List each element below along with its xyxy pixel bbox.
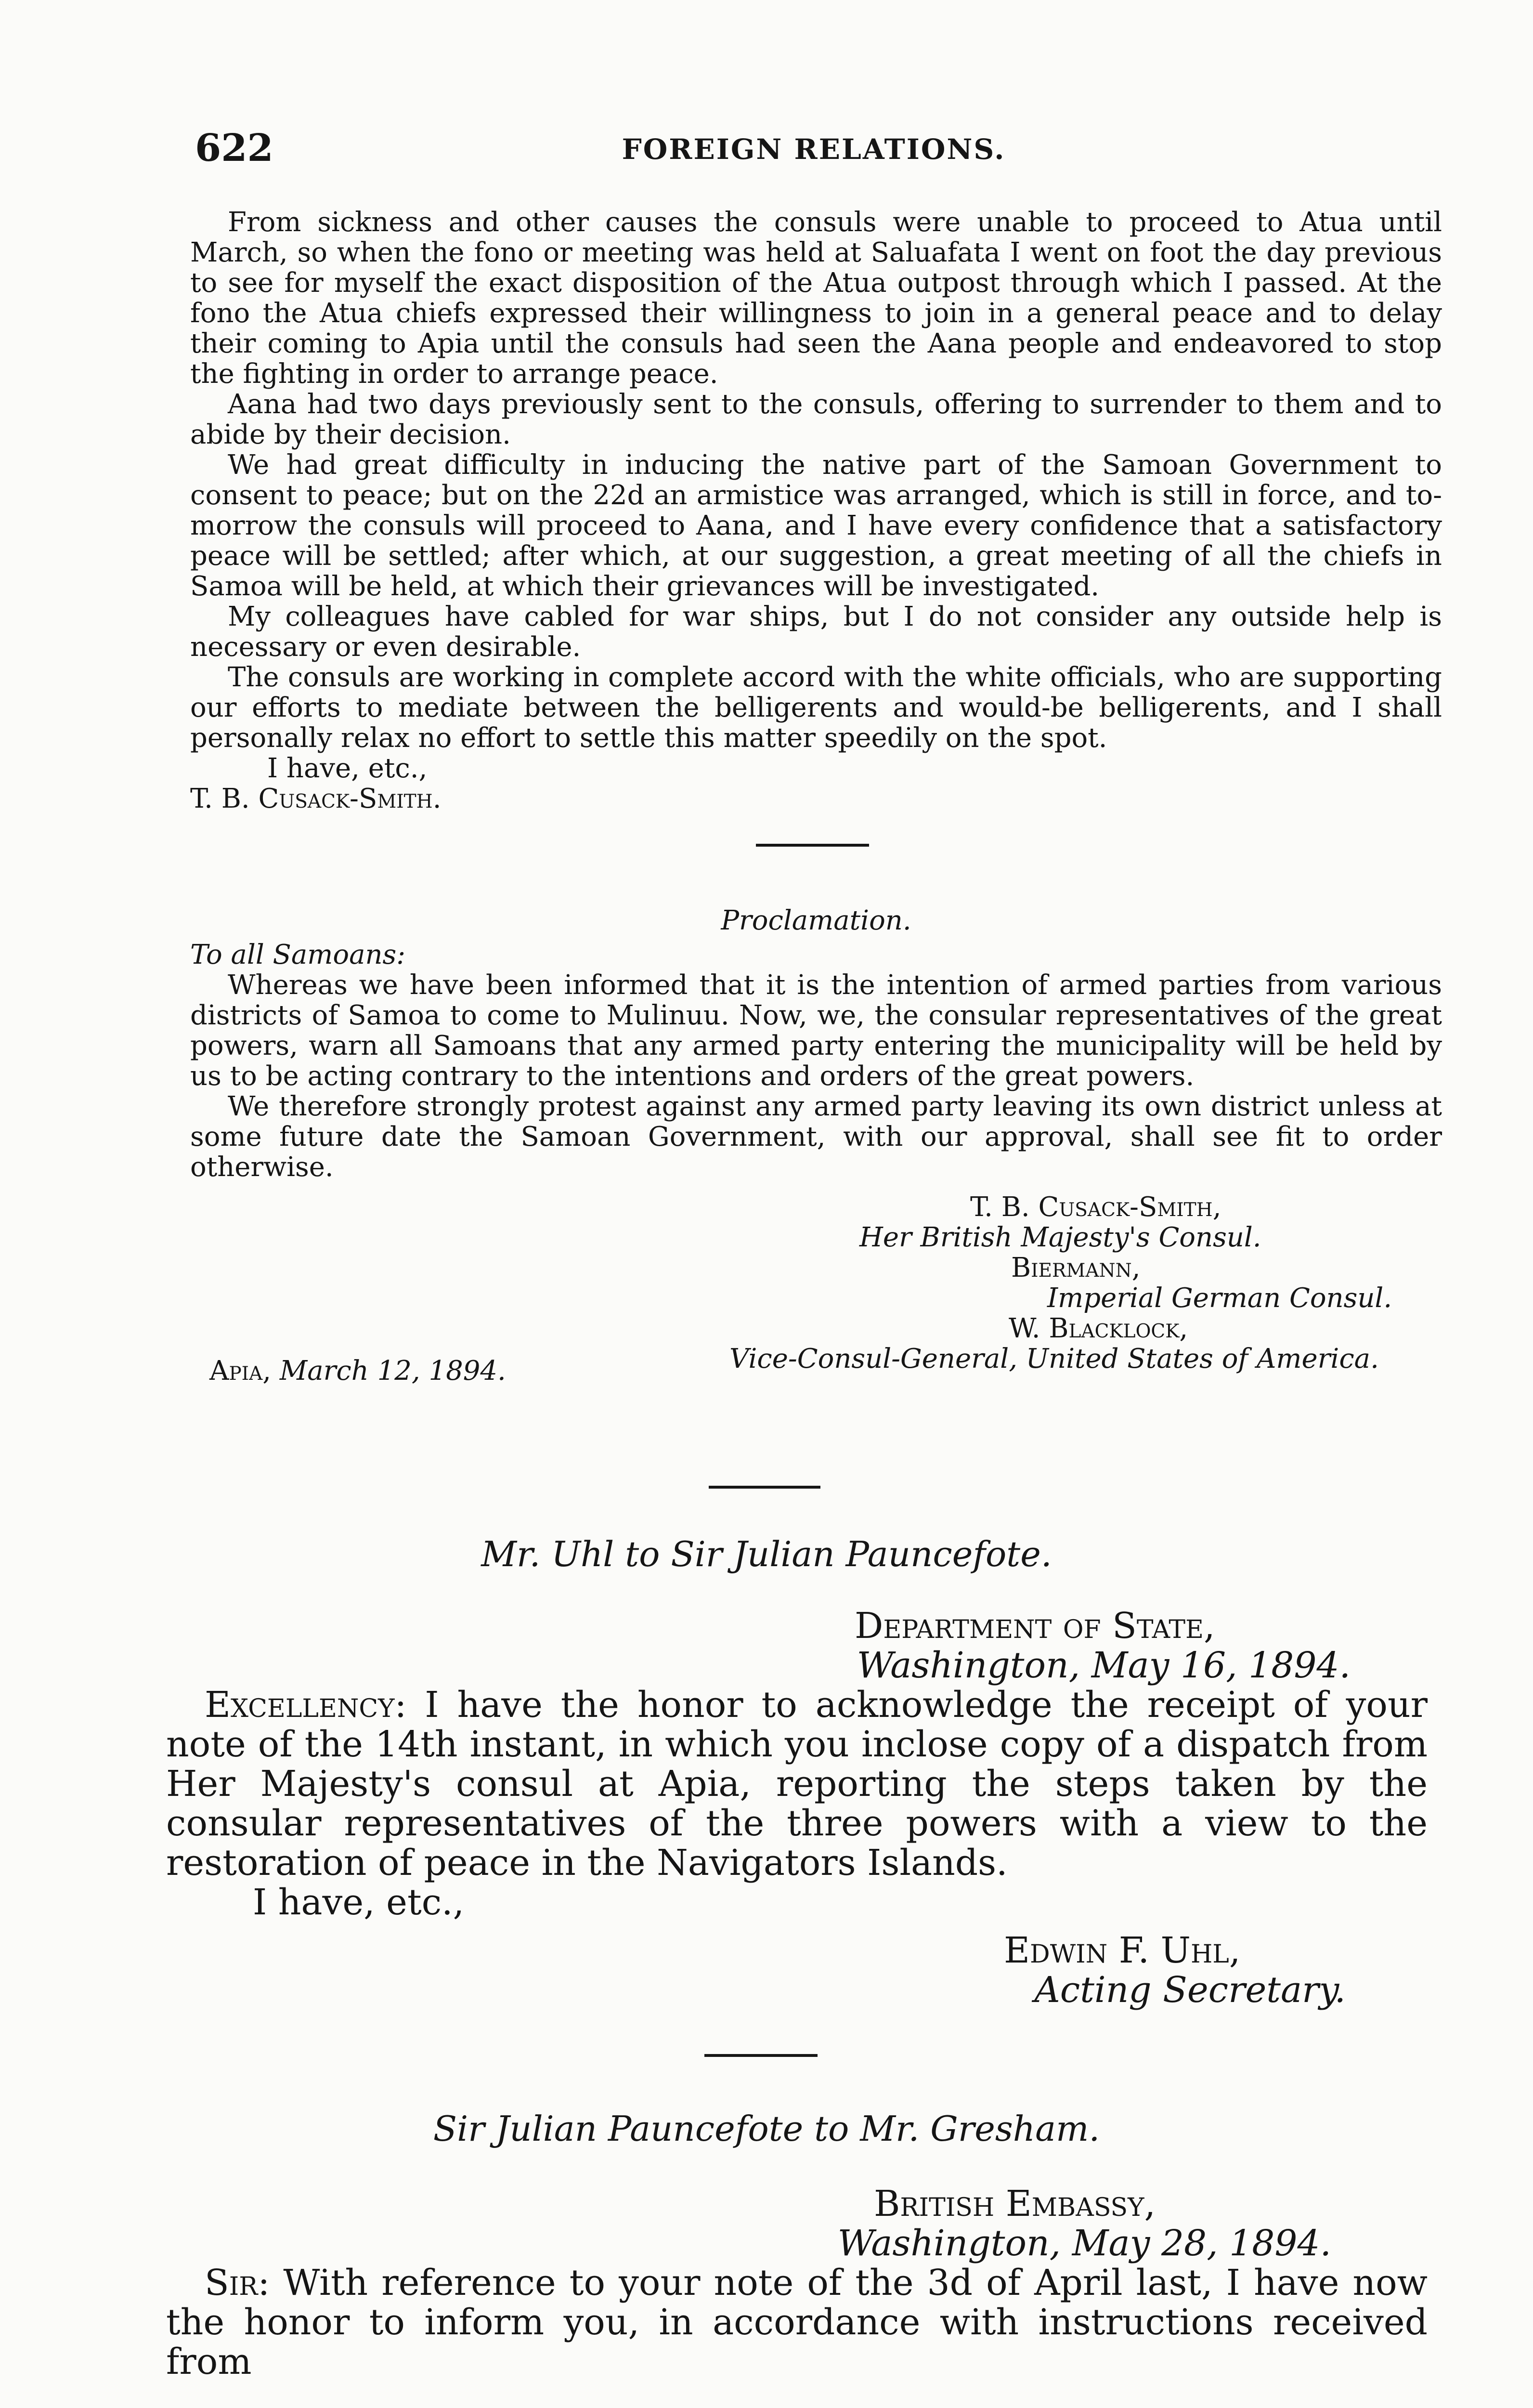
proclamation-salutation: To all Samoans: — [190, 939, 406, 970]
paragraph: From sickness and other causes the consuls were unable to proceed to Atua until March, so when the fono or meeting was held at Saluafata I went on foot the day previous to see for myself the exact disposition of the Atua outpost through which I passed. At the fono the Atua chiefs expressed their willingness to join in a general peace and to delay their coming to Apia until the consuls had seen the Aana people and endeavored to stop the fighting in order to arrange peace. — [190, 207, 1442, 390]
page-number: 622 — [195, 126, 273, 170]
signatory-name: Biermann, — [1011, 1252, 1141, 1283]
salutation: Sir: — [205, 2262, 270, 2303]
letter-3-heading: Sir Julian Pauncefote to Mr. Gresham. — [433, 2108, 1100, 2149]
letter-3-body — [166, 2263, 1428, 2382]
signatory-title: Imperial German Consul. — [1047, 1283, 1392, 1314]
proclamation-dateline — [209, 1356, 506, 1386]
separator-rule — [756, 844, 869, 847]
proclamation-heading: Proclamation. — [721, 905, 911, 936]
date: March 12, 1894. — [279, 1355, 506, 1387]
signatory-name: T. B. Cusack-Smith, — [970, 1191, 1221, 1223]
letter-2-heading: Mr. Uhl to Sir Julian Pauncefote. — [481, 1534, 1052, 1574]
dateline-place: Washington, May 28, 1894. — [837, 2223, 1331, 2264]
closing: I have, etc., — [253, 1882, 465, 1923]
paragraph: Aana had two days previously sent to the consuls, offering to surrender to them and to abide by their decision. — [190, 389, 1442, 450]
paragraph: We had great difficulty in inducing the native part of the Samoan Government to consent to peace; but on the 22d an armistice was arranged, which is still in force, and to-morrow the consuls will proceed to Aana, and I have every confidence that a satisfactory peace will be settled; after which, at our suggestion, a great meeting of all the chiefs in Samoa will be held, at which their grievances will be investigated. — [190, 449, 1442, 602]
body-text: I have the honor to acknowledge the receipt of your note of the 14th instant, in which you inclose copy of a dispatch from Her Majesty's consul at Apia, reporting the steps taken by the consular representatives of the three powers with a view to the restoration of peace in the Navigators Islands. — [166, 1684, 1428, 1884]
letter-3 — [166, 2184, 1428, 2382]
letter-1-body — [190, 207, 1442, 814]
running-title: FOREIGN RELATIONS. — [622, 133, 1006, 166]
signature-block — [190, 1191, 1442, 1387]
running-header — [195, 126, 1432, 170]
place: Apia, — [209, 1355, 272, 1387]
paragraph: Whereas we have been informed that it is the intention of armed parties from various districts of Samoa to come to Mulinuu. Now, we, the consular representatives of the great powers, warn all Samoans that any armed party entering the municipality will be held by us to be acting contrary to the intentions and orders of the great powers. — [190, 969, 1442, 1092]
paragraph: The consuls are working in complete accord with the white officials, who are supporting our efforts to mediate between the belligerents and would-be belligerents, and I shall personally relax no effort to settle this matter speedily on the spot. — [190, 662, 1442, 754]
dateline-place: Washington, May 16, 1894. — [857, 1645, 1351, 1686]
signatory-title: Vice-Consul-General, United States of America. — [729, 1343, 1379, 1374]
paragraph: My colleagues have cabled for war ships, but I do not consider any outside help is necessary or even desirable. — [190, 601, 1442, 663]
letter-2-body — [166, 1685, 1428, 1883]
proclamation — [190, 905, 1442, 1387]
letter-2 — [166, 1606, 1428, 2010]
closing: I have, etc., — [267, 753, 428, 784]
separator-rule — [704, 2054, 818, 2057]
signature-name: Edwin F. Uhl, — [1004, 1930, 1241, 1971]
salutation: Excellency: — [205, 1684, 407, 1726]
signatory-title: Her British Majesty's Consul. — [859, 1222, 1261, 1253]
dateline-org: Department of State, — [855, 1605, 1215, 1647]
signatory-name: W. Blacklock, — [1009, 1313, 1188, 1344]
separator-rule — [709, 1486, 820, 1489]
paragraph: We therefore strongly protest against any armed party leaving its own district unless at some future date the Samoan Government, with our approval, shall see fit to order otherwise. — [190, 1091, 1442, 1183]
body-text: With reference to your note of the 3d of April last, I have now the honor to inform you, in accordance with instructions received from — [166, 2262, 1428, 2382]
signature: T. B. Cusack-Smith. — [190, 783, 442, 814]
dateline-org: British Embassy, — [874, 2183, 1156, 2225]
signature-title: Acting Secretary. — [1034, 1969, 1346, 2011]
